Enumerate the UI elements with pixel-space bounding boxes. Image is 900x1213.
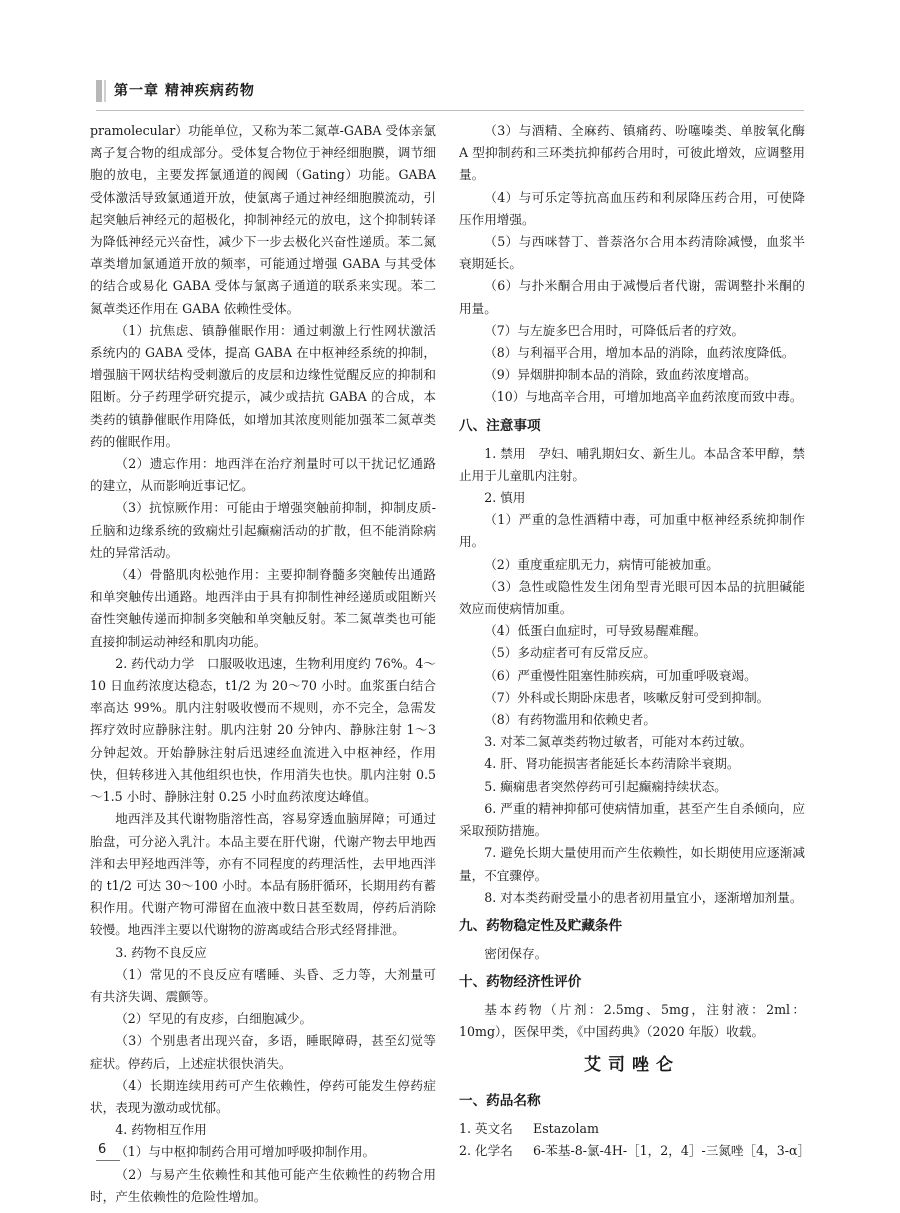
paragraph: （1）严重的急性酒精中毒，可加重中枢神经系统抑制作用。	[459, 512, 805, 550]
entry-label: 2. 化学名	[459, 1142, 513, 1158]
paragraph: 8. 对本类药耐受量小的患者初用量宜小，逐渐增加剂量。	[484, 889, 803, 905]
header-accent-bar-thin	[104, 80, 106, 102]
section-heading: 九、药物稳定性及贮藏条件	[459, 917, 623, 934]
paragraph: （4）骨骼肌肉松弛作用：主要抑制脊髓多突触传出通路和单突触传出通路。地西泮由于具有抑制性神经递质或阻断兴奋性突触传递而抑制多突触和单突触反射。苯二氮䓬类也可能直接抑制运动神经和肌肉功能。	[90, 567, 436, 649]
paragraph: 2. 慎用	[484, 490, 526, 506]
paragraph: 5. 癫痫患者突然停药可引起癫痫持续状态。	[484, 778, 727, 794]
section-heading: 一、药品名称	[459, 1092, 541, 1109]
page-number: 6	[98, 1142, 107, 1157]
section-heading: 八、注意事项	[459, 417, 541, 434]
section-heading: 十、药物经济性评价	[459, 974, 582, 991]
paragraph: （1）抗焦虑、镇静催眠作用：通过刺激上行性网状激活系统内的 GABA 受体，提高 GABA 在中枢神经系统的抑制，增强脑干网状结构受刺激后的皮层和边缘性觉醒反应的抑制和阻断。分子药理学研究提示，减少或拮抗 GABA 的合成，本类药的镇静催眠作用降低，如增加其浓度则能加强苯二氮䓬类药的催眠作用。	[90, 322, 436, 449]
paragraph: （6）严重慢性阻塞性肺疾病，可加重呼吸衰竭。	[484, 667, 757, 683]
header-divider	[96, 110, 804, 111]
paragraph: （5）与西咪替丁、普萘洛尔合用本药清除减慢，血浆半衰期延长。	[459, 234, 805, 272]
paragraph: 基本药物（片剂：2.5mg、5mg，注射液：2ml：10mg），医保甲类，《中国药典》（2020 年版）收载。	[459, 1002, 805, 1040]
paragraph: 4. 药物相互作用	[115, 1122, 207, 1138]
paragraph: （4）与可乐定等抗高血压药和利尿降压药合用，可使降压作用增强。	[459, 189, 805, 227]
entry-value: 6-苯基-8-氯-4H-［1，2，4］-三氮唑［4，3-α］	[533, 1142, 811, 1158]
paragraph: （3）与酒精、全麻药、镇痛药、吩噻嗪类、单胺氧化酶 A 型抑制药和三环类抗抑郁药合用时，可彼此增效，应调整用量。	[459, 123, 805, 183]
paragraph: （4）低蛋白血症时，可导致易醒难醒。	[484, 623, 707, 639]
left-column	[90, 120, 436, 1208]
header-accent-bar	[96, 80, 102, 102]
paragraph: 1. 禁用 孕妇、哺乳期妇女、新生儿。本品含苯甲醇，禁止用于儿童肌内注射。	[459, 445, 805, 483]
paragraph: （1）常见的不良反应有嗜睡、头昏、乏力等，大剂量可有共济失调、震颤等。	[90, 966, 436, 1004]
paragraph: （2）重度重症肌无力，病情可能被加重。	[484, 556, 719, 572]
paragraph: （4）长期连续用药可产生依赖性，停药可能发生停药症状，表现为激动或忧郁。	[90, 1077, 436, 1115]
right-column	[459, 120, 811, 1162]
paragraph: （1）与中枢抑制药合用可增加呼吸抑制作用。	[115, 1144, 376, 1160]
paragraph: （5）多动症者可有反常反应。	[484, 645, 656, 661]
name-entry	[459, 1140, 811, 1162]
paragraph: （7）外科或长期卧床患者，咳嗽反射可受到抑制。	[484, 689, 770, 705]
name-entry	[459, 1118, 805, 1140]
paragraph: pramolecular）功能单位，又称为苯二氮䓬-GABA 受体亲氯离子复合物的组成部分。受体复合物位于神经细胞膜，调节细胞的放电，主要发挥氯通道的阀阈（Gating）功能。GABA 受体激活导致氯通道开放，使氯离子通过神经细胞膜流动，引起突触后神经元的超极化，抑制神经元的放电，这个抑制转译为降低神经元兴奋性，减少下一步去极化兴奋性递质。苯二氮䓬类增加氯通道开放的频率，可能通过增强 GABA 与其受体的结合或易化 GABA 受体与氯离子通道的联系来实现。苯二氮䓬类还作用在 GABA 依赖性受体。	[90, 123, 436, 316]
paragraph: （10）与地高辛合用，可增加地高辛血药浓度而致中毒。	[484, 389, 803, 405]
paragraph: （3）个别患者出现兴奋，多语，睡眠障碍，甚至幻觉等症状。停药后，上述症状很快消失。	[90, 1033, 436, 1071]
paragraph: （2）与易产生依赖性和其他可能产生依赖性的药物合用时，产生依赖性的危险性增加。	[90, 1166, 436, 1204]
paragraph: 7. 避免长期大量使用而产生依赖性，如长期使用应逐渐减量，不宜骤停。	[459, 845, 805, 883]
paragraph: （2）遗忘作用：地西泮在治疗剂量时可以干扰记忆通路的建立，从而影响近事记忆。	[90, 456, 436, 494]
paragraph: 6. 严重的精神抑郁可使病情加重，甚至产生自杀倾向，应采取预防措施。	[459, 800, 805, 839]
paragraph: （3）抗惊厥作用：可能由于增强突触前抑制，抑制皮质-丘脑和边缘系统的致痫灶引起癫痫活动的扩散，但不能消除病灶的异常活动。	[90, 500, 436, 560]
paragraph: 3. 药物不良反应	[115, 944, 207, 960]
paragraph: 2. 药代动力学 口服吸收迅速，生物利用度约 76%。4～10 日血药浓度达稳态，t1/2 为 20～70 小时。血浆蛋白结合率高达 99%。肌内注射吸收慢而不规则，亦不完全，急需发挥疗效时应静脉注射。肌内注射 20 分钟内、静脉注射 1～3 分钟起效。开始静脉注射后迅速经血流进入中枢神经，作用快，但转移进入其他组织也快，作用消失也快。肌内注射 0.5～1.5 小时、静脉注射 0.25 小时血药浓度达峰值。	[90, 655, 436, 805]
paragraph: （9）异烟肼抑制本品的消除，致血药浓度增高。	[484, 367, 757, 383]
paragraph: 4. 肝、肾功能损害者能延长本药清除半衰期。	[484, 756, 740, 772]
paragraph: （8）与利福平合用，增加本品的消除，血药浓度降低。	[484, 345, 795, 361]
paragraph: 3. 对苯二氮䓬类药物过敏者，可能对本药过敏。	[484, 734, 753, 750]
entry-label: 1. 英文名	[459, 1120, 513, 1136]
paragraph: （2）罕见的有皮疹，白细胞减少。	[115, 1011, 313, 1027]
paragraph: 地西泮及其代谢物脂溶性高，容易穿透血脑屏障；可通过胎盘，可分泌入乳汁。本品主要在肝代谢，代谢产物去甲地西泮和去甲羟地西泮等，亦有不同程度的药理活性，去甲地西泮的 t1/2 可达 30～100 小时。本品有肠肝循环，长期用药有蓄积作用。代谢产物可滞留在血液中数日甚至数周，停药后消除较慢。地西泮主要以代谢物的游离或结合形式经肾排泄。	[90, 811, 436, 938]
paragraph: （6）与扑米酮合用由于减慢后者代谢，需调整扑米酮的用量。	[459, 278, 805, 316]
chapter-header: 第一章 精神疾病药物	[114, 83, 255, 99]
drug-title: 艾司唑仑	[584, 1054, 680, 1075]
paragraph: 密闭保存。	[484, 945, 548, 961]
paragraph: （7）与左旋多巴合用时，可降低后者的疗效。	[484, 322, 745, 338]
page-number-rule	[96, 1160, 120, 1161]
paragraph: （8）有药物滥用和依赖史者。	[484, 712, 656, 728]
entry-value: Estazolam	[533, 1120, 599, 1136]
paragraph: （3）急性或隐性发生闭角型青光眼可因本品的抗胆碱能效应而使病情加重。	[459, 578, 805, 617]
